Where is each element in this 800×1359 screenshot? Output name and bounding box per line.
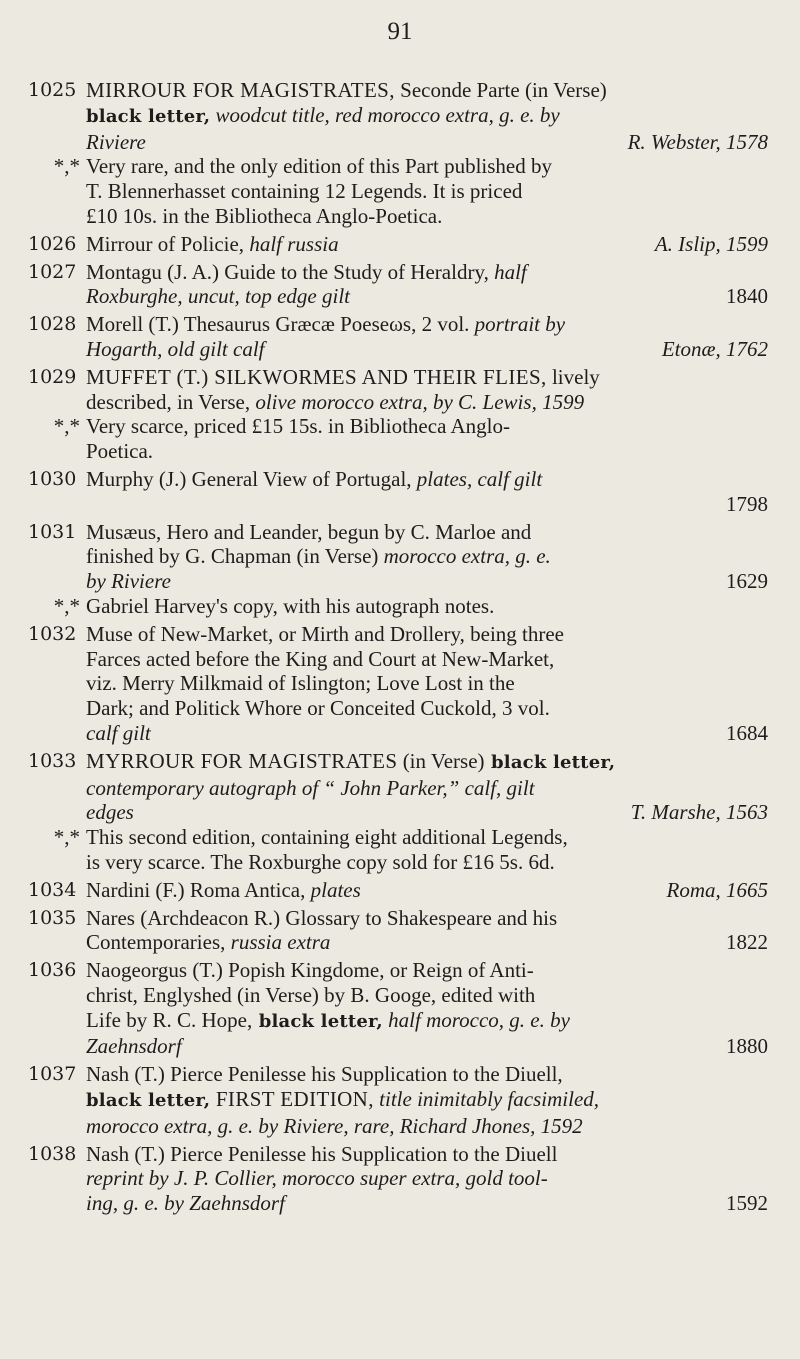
lot-number: 1035: [28, 906, 77, 929]
lot-number: 1029: [28, 365, 77, 388]
lot-number: 1031: [28, 520, 77, 543]
imprint: A. Islip, 1599: [654, 231, 768, 256]
imprint: 1592: [726, 1191, 768, 1216]
catalogue-entry: 1038 Nash (T.) Pierce Penilesse his Supplication to the Diuell reprint by J. P. Collier, morocco super extra, gold tool- ing, g. e. by Zaehnsdorf 1592: [28, 1141, 768, 1216]
lot-number: 1028: [28, 313, 77, 336]
catalogue-entry: 1037 Nash (T.) Pierce Penilesse his Supplication to the Diuell, black letter, FIRST EDITION, title inimitably facsimiled, morocco extra, g. e. by Riviere, rare, Richard Jhones, 1592: [28, 1062, 600, 1138]
page-number: 91: [387, 18, 413, 45]
catalogue-entry: 1031 Musæus, Hero and Leander, begun by C. Marloe and finished by G. Chapman (in Verse) morocco extra, g. e. by Riviere 1629 *,* Gabriel Harvey's copy, with his autograph notes.: [28, 519, 768, 618]
catalogue-entry: 1036 Naogeorgus (T.) Popish Kingdome, or Reign of Anti- christ, Englyshed (in Verse) by B. Googe, edited with Life by R. C. Hope, black letter, half morocco, g. e. by Zaehnsdorf 1880: [28, 958, 768, 1059]
imprint: R. Webster, 1578: [627, 129, 768, 154]
note-marker: *,*: [53, 154, 80, 179]
lot-number: 1037: [28, 1063, 77, 1086]
lot-number: 1038: [28, 1142, 77, 1165]
imprint: 1798: [726, 491, 768, 516]
imprint: Richard Jhones, 1592: [394, 1113, 583, 1138]
note-marker: *,*: [53, 593, 80, 618]
imprint: Etonæ, 1762: [661, 336, 768, 361]
catalogue-entry: 1035 Nares (Archdeacon R.) Glossary to Shakespeare and his Contemporaries, russia extra 1822: [28, 905, 768, 955]
lot-number: 1026: [28, 232, 77, 255]
catalogue-entry: 1027 Montagu (J. A.) Guide to the Study of Heraldry, half Roxburghe, uncut, top edge gilt 1840: [28, 259, 768, 309]
lot-number: 1033: [28, 749, 77, 772]
catalogue-entry: 1028 Morell (T.) Thesaurus Græcæ Poeseωs, 2 vol. portrait by Hogarth, old gilt calf Etonæ, 1762: [28, 312, 768, 361]
imprint: Roma, 1665: [666, 877, 768, 902]
catalogue-entries: [28, 78, 768, 1219]
catalogue-entry: 1032 Muse of New-Market, or Mirth and Drollery, being three Farces acted before the King and Court at New-Market, viz. Merry Milkmaid of Islington; Love Lost in the Dark; and Politick Whore or Conceited Cuckold, 3 vol. calf gilt 1684: [28, 621, 768, 745]
catalogue-entry: 1030 Murphy (J.) General View of Portugal, plates, calf gilt 1798: [28, 466, 768, 516]
catalogue-entry: 1034 Nardini (F.) Roma Antica, plates Roma, 1665: [28, 877, 768, 902]
imprint: 1629: [726, 569, 768, 594]
lot-number: 1030: [28, 467, 77, 490]
catalogue-entry: 1025 MIRROUR FOR MAGISTRATES, Seconde Parte (in Verse) black letter, woodcut title, red morocco extra, g. e. by Riviere R. Webster, 1578 *,* Very rare, and the only edition of this Part published by T. Blennerhasset containing 12 Legends. It is priced £10 10s. in the Bibliotheca Anglo-Poetica.: [28, 78, 768, 228]
catalogue-entry: 1026 Mirrour of Policie, half russia A. Islip, 1599: [28, 231, 768, 256]
lot-number: 1034: [28, 878, 77, 901]
catalogue-entry: 1029 MUFFET (T.) SILKWORMES AND THEIR FLIES, lively described, in Verse, olive morocco extra, by C. Lewis, 1599 *,* Very scarce, priced £15 15s. in Bibliotheca Anglo- Poetica.: [28, 364, 600, 464]
imprint: T. Marshe, 1563: [630, 800, 768, 825]
note-marker: *,*: [53, 825, 80, 850]
lot-number: 1027: [28, 260, 77, 283]
imprint: 1822: [726, 930, 768, 955]
lot-number: 1036: [28, 959, 77, 982]
imprint: 1684: [726, 720, 768, 745]
lot-number: 1025: [28, 79, 77, 101]
note-marker: *,*: [53, 414, 80, 439]
imprint: 1840: [726, 284, 768, 309]
lot-number: 1032: [28, 622, 77, 645]
catalogue-entry: 1033 MYRROUR FOR MAGISTRATES (in Verse) black letter, contemporary autograph of “ John Parker,” calf, gilt edges T. Marshe, 1563 *,* This second edition, containing eight additional Legends, is very scarce. The Roxburghe copy sold for £16 5s. 6d.: [28, 748, 768, 874]
imprint: 1880: [726, 1034, 768, 1059]
